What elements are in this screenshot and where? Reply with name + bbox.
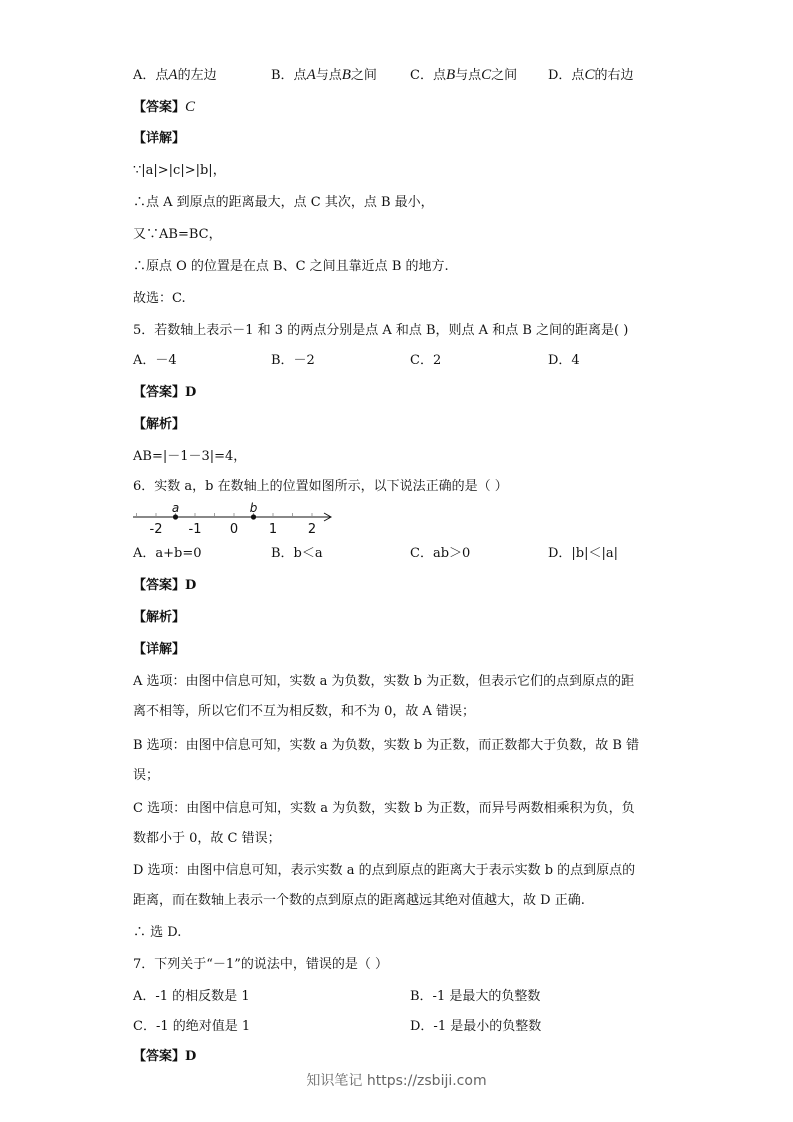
number-line-tick-label: 2: [307, 522, 317, 537]
q6-stem: 6．实数 a，b 在数轴上的位置如图所示，以下说法正确的是（ ）: [133, 479, 508, 494]
q7-answer: 【答案】D: [133, 1049, 197, 1064]
number-line-tick-label: 0: [229, 522, 239, 537]
q7-option-b: B．-1 是最大的负整数: [410, 989, 541, 1004]
q4-detail-label: 【详解】: [133, 131, 186, 146]
number-line-tick-label: -1: [188, 522, 202, 537]
q6-option-d: D．|b|＜|a|: [548, 546, 619, 561]
footer-watermark: 知识笔记 https://zsbiji.com: [306, 1073, 487, 1089]
q6-detail-label: 【详解】: [133, 642, 186, 657]
q4-option-d: D．点C的右边: [548, 67, 634, 83]
q5-option-a: A．－4: [133, 353, 177, 368]
q4-detail-line: 故选：C.: [133, 291, 186, 306]
number-line-tick-label: -2: [149, 522, 163, 537]
q6-detail-line: D 选项：由图中信息可知，表示实数 a 的点到原点的距离大于表示实数 b 的点到原点的: [133, 863, 636, 878]
q6-number-line: [130, 500, 340, 540]
q6-detail-line: A 选项：由图中信息可知，实数 a 为负数，实数 b 为正数，但表示它们的点到原点的距: [133, 674, 635, 689]
q4-detail-line: ∴点 A 到原点的距离最大，点 C 其次，点 B 最小，: [133, 195, 434, 210]
q6-detail-line: 数都小于 0，故 C 错误；: [133, 831, 281, 846]
q6-detail-line: B 选项：由图中信息可知，实数 a 为负数，实数 b 为正数，而正数都大于负数，故 B 错: [133, 738, 640, 753]
q5-option-b: B．－2: [271, 353, 315, 368]
q7-option-d: D．-1 是最小的负整数: [410, 1019, 542, 1034]
q4-detail-line: ∴原点 O 的位置是在点 B、C 之间且靠近点 B 的地方.: [133, 259, 449, 274]
q6-detail-line: 离不相等，所以它们不互为相反数，和不为 0，故 A 错误；: [133, 704, 476, 719]
q4-option-b: B．点A与点B之间: [271, 67, 377, 83]
q4-detail-line: ∵|a|>|c|>|b|，: [133, 163, 226, 178]
q7-option-a: A．-1 的相反数是 1: [133, 989, 250, 1004]
q6-analysis-label: 【解析】: [133, 610, 186, 625]
q7-stem: 7．下列关于“－1”的说法中，错误的是（ ）: [133, 957, 388, 972]
q6-detail-line: 误；: [133, 768, 160, 783]
q6-detail-line: 距离，而在数轴上表示一个数的点到原点的距离越远其绝对值越大，故 D 正确.: [133, 893, 585, 908]
q6-answer: 【答案】D: [133, 578, 197, 593]
q6-option-b: B．b＜a: [271, 546, 323, 561]
q6-detail-line: ∴ 选 D.: [133, 925, 182, 940]
point-b-dot: [251, 514, 256, 519]
q5-answer: 【答案】D: [133, 385, 197, 400]
q5-analysis-label: 【解析】: [133, 417, 186, 432]
q5-analysis: AB=|－1－3|=4，: [133, 449, 247, 464]
q4-answer: 【答案】C: [133, 99, 196, 115]
q6-detail-line: C 选项：由图中信息可知，实数 a 为负数，实数 b 为正数，而异号两数相乘积为负，负: [133, 801, 635, 816]
q5-option-d: D．4: [548, 353, 580, 368]
q6-option-c: C．ab＞0: [410, 546, 471, 561]
q4-option-a: A．点A的左边: [133, 67, 217, 83]
q7-option-c: C．-1 的绝对值是 1: [133, 1019, 251, 1034]
q4-option-c: C．点B与点C之间: [410, 67, 518, 83]
q5-option-c: C．2: [410, 353, 442, 368]
point-a-dot: [173, 514, 178, 519]
q5-stem: 5．若数轴上表示－1 和 3 的两点分别是点 A 和点 B，则点 A 和点 B 之间的距离是( ): [133, 323, 629, 338]
point-b-label: b: [249, 501, 258, 515]
point-a-label: a: [171, 501, 180, 515]
number-line-tick-label: 1: [268, 522, 278, 537]
q4-detail-line: 又∵AB=BC，: [133, 227, 222, 242]
q6-option-a: A．a+b=0: [133, 546, 202, 561]
